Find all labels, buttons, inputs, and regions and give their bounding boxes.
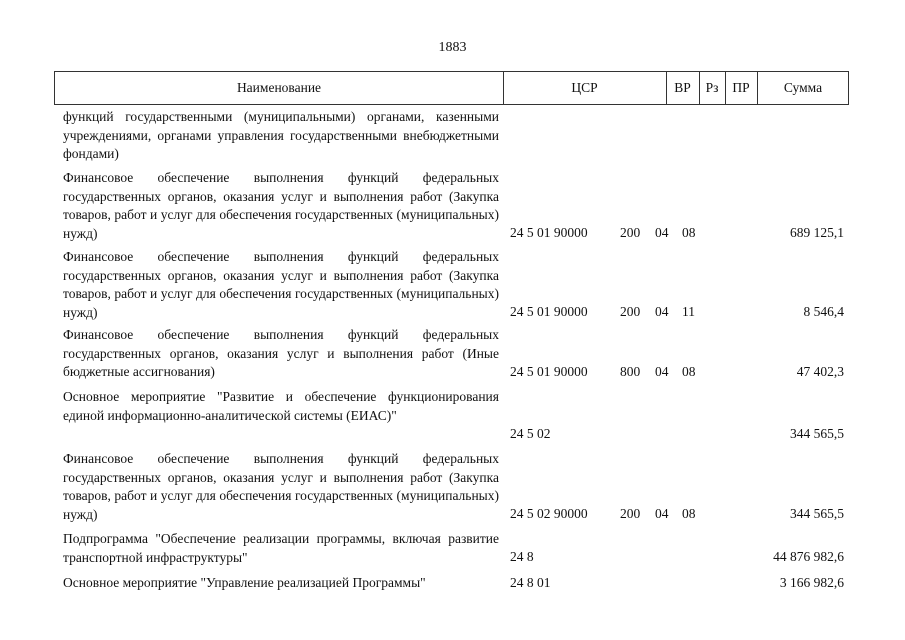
row-name: Финансовое обеспечение выполнения функций федеральных государственных органов, оказания услуг и выполнения работ (Закупка товаров, работ и услуг для обеспечения государственных (муниципальных) нужд) [63, 170, 499, 241]
row-sum: 47 402,3 [796, 364, 844, 379]
header-name: Наименование [236, 80, 322, 95]
row-pr: 08 [682, 364, 696, 379]
table-header [54, 71, 849, 105]
header-csr: ЦСР [571, 80, 598, 95]
row-rz: 04 [655, 225, 669, 240]
row-csr: 24 8 01 [510, 575, 551, 590]
row-sum: 3 166 982,6 [779, 575, 844, 590]
row-name: Финансовое обеспечение выполнения функций федеральных государственных органов, оказания услуг и выполнения работ (Закупка товаров, работ и услуг для обеспечения государственных (муниципальных) нужд) [63, 451, 499, 522]
row-pr: 08 [682, 225, 696, 240]
page-number: 1883 [438, 40, 467, 55]
row-sum: 344 565,5 [790, 426, 844, 441]
row-vr: 200 [620, 225, 641, 240]
row-vr: 200 [620, 506, 641, 521]
row-vr: 800 [620, 364, 641, 379]
row-rz: 04 [655, 304, 669, 319]
row-csr: 24 5 01 90000 [510, 304, 588, 319]
row-sum: 344 565,5 [790, 506, 844, 521]
row-name: Финансовое обеспечение выполнения функций федеральных государственных органов, оказания услуг и выполнения работ (Закупка товаров, работ и услуг для обеспечения государственных (муниципальных) нужд) [63, 249, 499, 320]
row-pr: 11 [682, 304, 695, 319]
row-csr: 24 5 01 90000 [510, 225, 588, 240]
row-vr: 200 [620, 304, 641, 319]
header-rz: Рз [705, 80, 719, 95]
header-pr: ПР [732, 80, 750, 95]
header-sum: Сумма [783, 80, 823, 95]
header-vr: ВР [674, 80, 691, 95]
row-name: Основное мероприятие "Управление реализацией Программы" [63, 575, 426, 590]
row-sum: 689 125,1 [790, 225, 844, 240]
row-csr: 24 5 01 90000 [510, 364, 588, 379]
row-name: Финансовое обеспечение выполнения функций федеральных государственных органов, оказания услуг и выполнения работ (Иные бюджетные ассигнования) [63, 327, 499, 379]
row-csr: 24 5 02 [510, 426, 551, 441]
row-sum: 8 546,4 [803, 304, 844, 319]
row-rz: 04 [655, 364, 669, 379]
row-csr: 24 8 [510, 549, 534, 564]
row-name: Подпрограмма "Обеспечение реализации программы, включая развитие транспортной инфраструктуры" [63, 531, 499, 565]
row-sum: 44 876 982,6 [773, 549, 844, 564]
row-name: Основное мероприятие "Развитие и обеспечение функционирования единой информационно-аналитической системы (ЕИАС)" [63, 389, 499, 423]
row-pr: 08 [682, 506, 696, 521]
row-csr: 24 5 02 90000 [510, 506, 588, 521]
row-rz: 04 [655, 506, 669, 521]
row-name: функций государственными (муниципальными) органами, казенными учреждениями, органами управления государственными внебюджетными фондами) [63, 109, 499, 161]
